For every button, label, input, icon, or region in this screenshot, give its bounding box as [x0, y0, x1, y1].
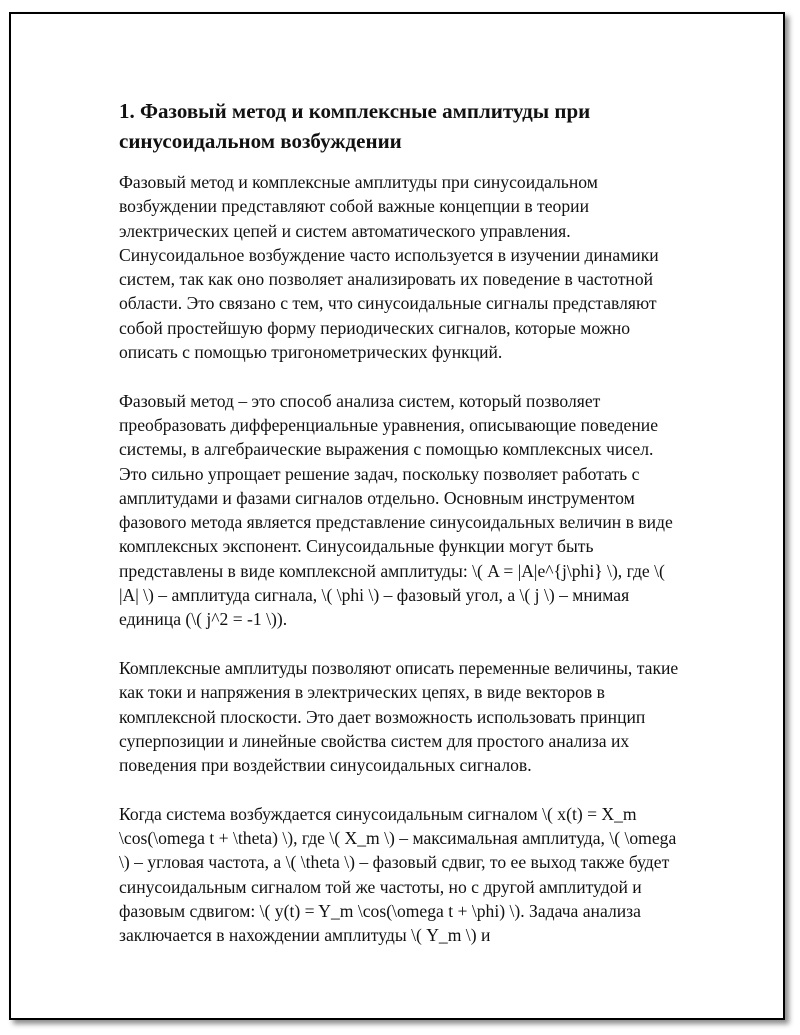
- paragraph-complex-amplitudes: Комплексные амплитуды позволяют описать переменные величины, такие как токи и напряжения в электрических цепях, в виде векторов в комплексной плоскости. Это дает возможность использовать принцип суперпозиции и линейные свойства систем для простого анализа их поведения при воздействии синусоидальных сигналов.: [119, 657, 679, 776]
- paragraph-excitation: Когда система возбуждается синусоидальным сигналом \( x(t) = X_m \cos(\omega t + \theta) \), где \( X_m \) – максимальная амплитуда, \( \omega \) – угловая частота, а \( \theta \) – фазовый сдвиг, то ее выход также будет синусоидальным сигналом той же частоты, но с другой амплитудой и фазовым сдвигом: \( y(t) = Y_m \cos(\omega t + \phi) \). Задача анализа заключается в нахождении амплитуды \( Y_m \) и: [119, 803, 677, 946]
- paragraph-intro: Фазовый метод и комплексные амплитуды при синусоидальном возбуждении представляют собой важные концепции в теории электрических цепей и систем автоматического управления. Синусоидальное возбуждение часто используется в изучении динамики систем, так как оно позволяет анализировать их поведение в частотной области. Это связано с тем, что синусоидальные сигналы представляют собой простейшую форму периодических сигналов, которые можно описать с помощью тригонометрических функций.: [119, 172, 659, 363]
- section-heading: 1. Фазовый метод и комплексные амплитуды при синусоидальном возбуждении: [119, 99, 591, 153]
- page-frame: [9, 12, 785, 1020]
- document-body: [119, 96, 684, 972]
- paragraph-phase-method: Фазовый метод – это способ анализа систем, который позволяет преобразовать дифференциальные уравнения, описывающие поведение системы, в алгебраические выражения с помощью комплексных чисел. Это сильно упрощает решение задач, поскольку позволяет работать с амплитудами и фазами сигналов отдельно. Основным инструментом фазового метода является представление синусоидальных величин в виде комплексных экспонент. Синусоидальные функции могут быть представлены в виде комплексной амплитуды: \( A = |A|e^{j\phi} \), где \( |A| \) – амплитуда сигнала, \( \phi \) – фазовый угол, а \( j \) – мнимая единица (\( j^2 = -1 \)).: [119, 390, 673, 630]
